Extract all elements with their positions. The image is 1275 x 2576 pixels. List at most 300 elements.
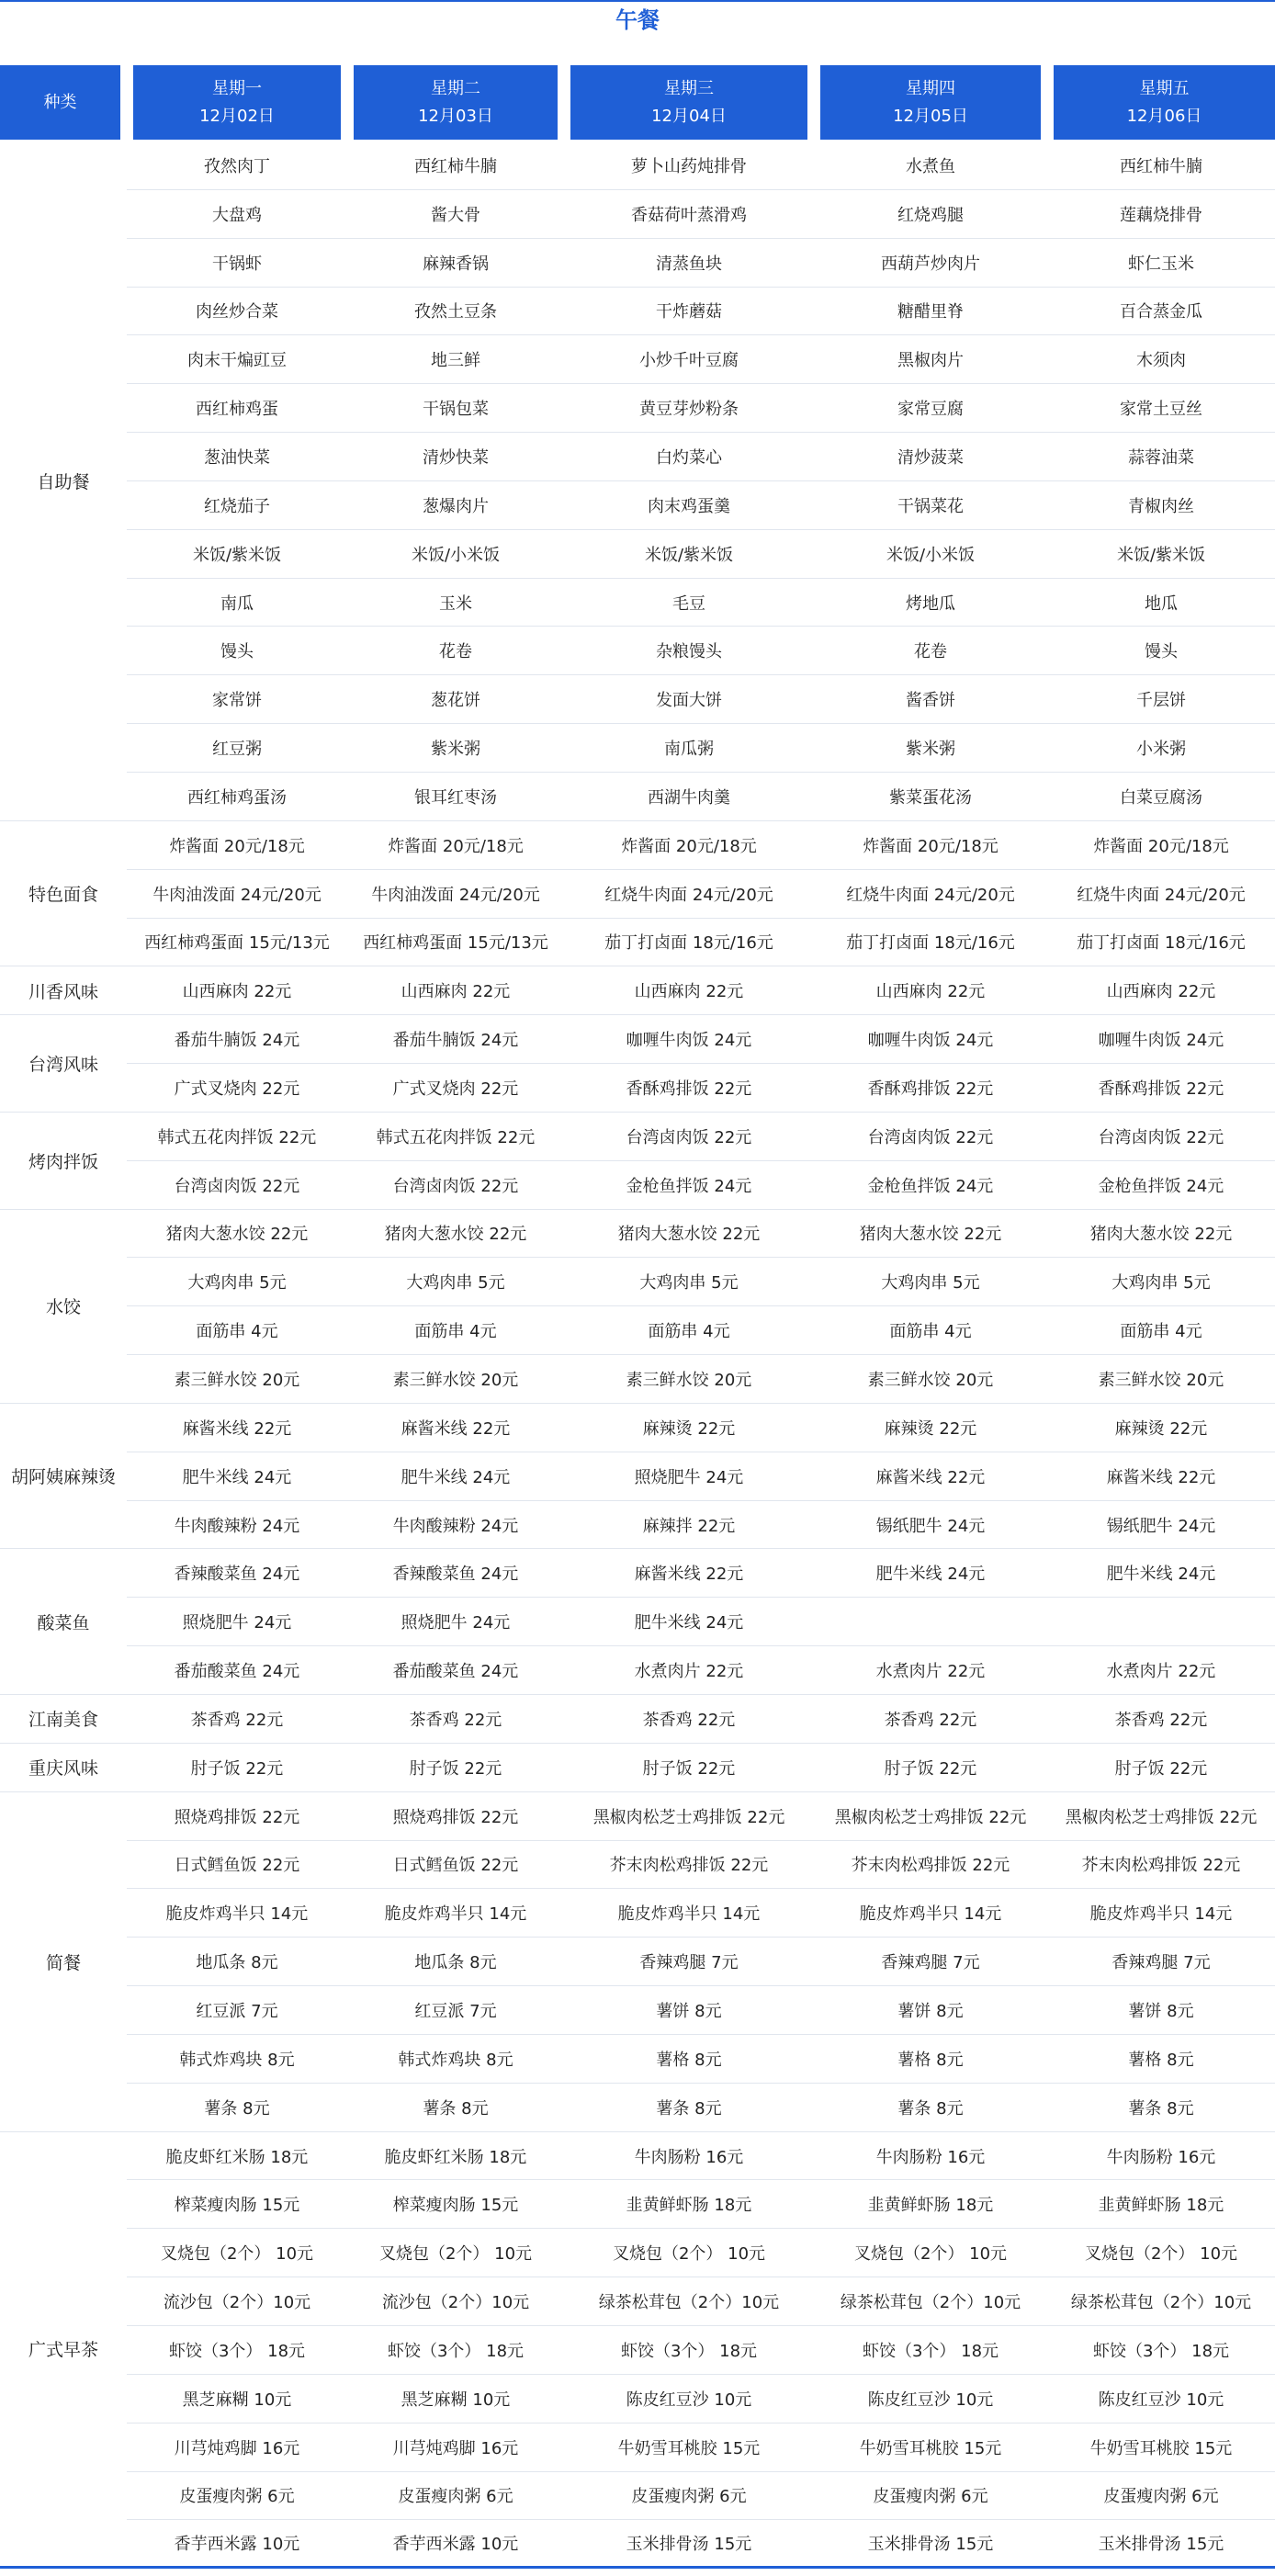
dish-cell: 糖醋里脊 xyxy=(814,288,1047,336)
dish-cell: 素三鲜水饺 20元 xyxy=(564,1355,814,1404)
dish-cell: 陈皮红豆沙 10元 xyxy=(1047,2375,1275,2423)
dish-cell: 薯格 8元 xyxy=(814,2035,1047,2084)
dish-cell: 葱油快菜 xyxy=(127,433,347,481)
dish-cell: 韩式五花肉拌饭 22元 xyxy=(347,1113,564,1161)
dish-cell: 干炸蘑菇 xyxy=(564,288,814,336)
dish-cell: 猪肉大葱水饺 22元 xyxy=(1047,1210,1275,1259)
dish-cell: 素三鲜水饺 20元 xyxy=(1047,1355,1275,1404)
menu-row xyxy=(0,239,1275,288)
dish-cell: 皮蛋瘦肉粥 6元 xyxy=(1047,2472,1275,2521)
dish-cell: 脆皮炸鸡半只 14元 xyxy=(1047,1889,1275,1938)
dish-cell: 牛肉油泼面 24元/20元 xyxy=(127,870,347,919)
dish-cell: 山西麻肉 22元 xyxy=(814,966,1047,1015)
dish-cell: 香辣酸菜鱼 24元 xyxy=(347,1549,564,1598)
menu-row xyxy=(0,1549,1275,1598)
dish-cell: 酱大骨 xyxy=(347,190,564,239)
dish-cell: 黑芝麻糊 10元 xyxy=(127,2375,347,2423)
dish-cell: 地瓜 xyxy=(1047,579,1275,627)
dish-cell: 薯条 8元 xyxy=(564,2084,814,2132)
day-weekday: 星期二 xyxy=(431,78,480,98)
dish-cell: 红烧牛肉面 24元/20元 xyxy=(814,870,1047,919)
dish-cell: 百合蒸金瓜 xyxy=(1047,288,1275,336)
dish-cell: 红烧茄子 xyxy=(127,481,347,530)
dish-cell: 麻酱米线 22元 xyxy=(814,1452,1047,1501)
dish-cell: 紫米粥 xyxy=(814,724,1047,773)
dish-cell: 烤地瓜 xyxy=(814,579,1047,627)
dish-cell: 黑椒肉松芝士鸡排饭 22元 xyxy=(814,1792,1047,1841)
dish-cell: 虾饺（3个） 18元 xyxy=(564,2326,814,2375)
dish-cell: 水煮肉片 22元 xyxy=(564,1646,814,1695)
dish-cell: 山西麻肉 22元 xyxy=(347,966,564,1015)
dish-cell: 红烧鸡腿 xyxy=(814,190,1047,239)
dish-cell: 番茄牛腩饭 24元 xyxy=(347,1015,564,1064)
day-date: 12月02日 xyxy=(199,106,275,126)
dish-cell xyxy=(814,1598,1047,1646)
dish-cell: 咖喱牛肉饭 24元 xyxy=(564,1015,814,1064)
dish-cell: 虾饺（3个） 18元 xyxy=(127,2326,347,2375)
dish-cell: 地瓜条 8元 xyxy=(127,1938,347,1986)
dish-cell: 茄丁打卤面 18元/16元 xyxy=(564,919,814,967)
dish-cell: 咖喱牛肉饭 24元 xyxy=(1047,1015,1275,1064)
menu-row xyxy=(0,481,1275,530)
dish-cell: 韩式五花肉拌饭 22元 xyxy=(127,1113,347,1161)
dish-cell: 家常豆腐 xyxy=(814,384,1047,433)
dish-cell: 肘子饭 22元 xyxy=(814,1744,1047,1792)
dish-cell: 照烧肥牛 24元 xyxy=(564,1452,814,1501)
dish-cell: 西红柿牛腩 xyxy=(347,141,564,190)
dish-cell: 炸酱面 20元/18元 xyxy=(814,821,1047,870)
menu-row xyxy=(0,1695,1275,1744)
dish-cell: 紫菜蛋花汤 xyxy=(814,773,1047,821)
dish-cell: 炸酱面 20元/18元 xyxy=(564,821,814,870)
dish-cell: 台湾卤肉饭 22元 xyxy=(347,1161,564,1210)
dish-cell: 牛奶雪耳桃胶 15元 xyxy=(1047,2423,1275,2472)
dish-cell: 流沙包（2个）10元 xyxy=(347,2277,564,2326)
dish-cell: 韩式炸鸡块 8元 xyxy=(127,2035,347,2084)
dish-cell: 牛奶雪耳桃胶 15元 xyxy=(814,2423,1047,2472)
menu-row xyxy=(0,2132,1275,2181)
category-header-label: 种类 xyxy=(43,92,77,112)
dish-cell: 米饭/紫米饭 xyxy=(564,530,814,579)
dish-cell: 叉烧包（2个） 10元 xyxy=(564,2229,814,2277)
dish-cell: 川芎炖鸡脚 16元 xyxy=(127,2423,347,2472)
menu-row xyxy=(0,2472,1275,2521)
day-date: 12月04日 xyxy=(651,106,727,126)
dish-cell: 孜然土豆条 xyxy=(347,288,564,336)
menu-row xyxy=(0,1938,1275,1986)
menu-row xyxy=(0,1889,1275,1938)
dish-cell: 葱爆肉片 xyxy=(347,481,564,530)
dish-cell: 茶香鸡 22元 xyxy=(814,1695,1047,1744)
dish-cell: 榨菜瘦肉肠 15元 xyxy=(127,2180,347,2229)
dish-cell: 脆皮炸鸡半只 14元 xyxy=(347,1889,564,1938)
dish-cell: 面筋串 4元 xyxy=(1047,1306,1275,1355)
dish-cell: 红烧牛肉面 24元/20元 xyxy=(564,870,814,919)
dish-cell: 咖喱牛肉饭 24元 xyxy=(814,1015,1047,1064)
dish-cell: 照烧鸡排饭 22元 xyxy=(347,1792,564,1841)
dish-cell: 炸酱面 20元/18元 xyxy=(1047,821,1275,870)
dish-cell: 清炒快菜 xyxy=(347,433,564,481)
menu-row xyxy=(0,724,1275,773)
dish-cell: 米饭/小米饭 xyxy=(814,530,1047,579)
dish-cell: 麻辣香锅 xyxy=(347,239,564,288)
dish-cell: 干锅菜花 xyxy=(814,481,1047,530)
dish-cell: 家常土豆丝 xyxy=(1047,384,1275,433)
dish-cell: 肘子饭 22元 xyxy=(347,1744,564,1792)
menu-row xyxy=(0,1986,1275,2035)
dish-cell: 酱香饼 xyxy=(814,675,1047,724)
menu-row xyxy=(0,141,1275,190)
menu-row xyxy=(0,1841,1275,1890)
dish-cell: 千层饼 xyxy=(1047,675,1275,724)
dish-cell: 台湾卤肉饭 22元 xyxy=(564,1113,814,1161)
day-weekday: 星期一 xyxy=(212,78,262,98)
dish-cell: 薯条 8元 xyxy=(347,2084,564,2132)
dish-cell: 麻辣拌 22元 xyxy=(564,1501,814,1550)
day-date: 12月03日 xyxy=(418,106,493,126)
dish-cell: 肥牛米线 24元 xyxy=(814,1549,1047,1598)
menu-row xyxy=(0,1161,1275,1210)
dish-cell: 牛肉酸辣粉 24元 xyxy=(347,1501,564,1550)
dish-cell: 南瓜 xyxy=(127,579,347,627)
dish-cell: 玉米排骨汤 15元 xyxy=(1047,2520,1275,2569)
dish-cell: 猪肉大葱水饺 22元 xyxy=(127,1210,347,1259)
menu-row xyxy=(0,919,1275,967)
dish-cell: 毛豆 xyxy=(564,579,814,627)
dish-cell: 照烧肥牛 24元 xyxy=(127,1598,347,1646)
dish-cell: 西红柿鸡蛋面 15元/13元 xyxy=(127,919,347,967)
dish-cell: 木须肉 xyxy=(1047,335,1275,384)
category-cell: 烤肉拌饭 xyxy=(0,1113,127,1210)
dish-cell: 家常饼 xyxy=(127,675,347,724)
dish-cell: 锡纸肥牛 24元 xyxy=(1047,1501,1275,1550)
dish-cell: 肉末鸡蛋羹 xyxy=(564,481,814,530)
dish-cell: 黑芝麻糊 10元 xyxy=(347,2375,564,2423)
dish-cell: 麻酱米线 22元 xyxy=(127,1404,347,1452)
dish-cell: 玉米排骨汤 15元 xyxy=(814,2520,1047,2569)
dish-cell: 韭黄鲜虾肠 18元 xyxy=(1047,2180,1275,2229)
dish-cell: 叉烧包（2个） 10元 xyxy=(127,2229,347,2277)
day-date: 12月05日 xyxy=(893,106,968,126)
dish-cell: 麻酱米线 22元 xyxy=(564,1549,814,1598)
dish-cell: 香辣鸡腿 7元 xyxy=(564,1938,814,1986)
header-day-2 xyxy=(347,63,564,141)
category-cell: 酸菜鱼 xyxy=(0,1549,127,1695)
dish-cell: 茄丁打卤面 18元/16元 xyxy=(814,919,1047,967)
menu-row xyxy=(0,1113,1275,1161)
dish-cell: 干锅虾 xyxy=(127,239,347,288)
dish-cell: 肘子饭 22元 xyxy=(564,1744,814,1792)
menu-row xyxy=(0,384,1275,433)
dish-cell: 叉烧包（2个） 10元 xyxy=(814,2229,1047,2277)
menu-row xyxy=(0,1501,1275,1550)
dish-cell: 黄豆芽炒粉条 xyxy=(564,384,814,433)
dish-cell: 薯饼 8元 xyxy=(814,1986,1047,2035)
category-cell: 特色面食 xyxy=(0,821,127,967)
category-cell: 台湾风味 xyxy=(0,1015,127,1113)
dish-cell: 皮蛋瘦肉粥 6元 xyxy=(564,2472,814,2521)
header-day-4 xyxy=(814,63,1047,141)
menu-row xyxy=(0,966,1275,1015)
dish-cell: 红豆派 7元 xyxy=(347,1986,564,2035)
dish-cell: 红豆派 7元 xyxy=(127,1986,347,2035)
dish-cell: 广式叉烧肉 22元 xyxy=(347,1064,564,1113)
menu-row xyxy=(0,2520,1275,2569)
dish-cell: 炸酱面 20元/18元 xyxy=(347,821,564,870)
dish-cell: 薯条 8元 xyxy=(127,2084,347,2132)
dish-cell: 锡纸肥牛 24元 xyxy=(814,1501,1047,1550)
dish-cell: 发面大饼 xyxy=(564,675,814,724)
dish-cell xyxy=(1047,1598,1275,1646)
dish-cell: 西湖牛肉羹 xyxy=(564,773,814,821)
dish-cell: 大盘鸡 xyxy=(127,190,347,239)
dish-cell: 叉烧包（2个） 10元 xyxy=(347,2229,564,2277)
dish-cell: 金枪鱼拌饭 24元 xyxy=(814,1161,1047,1210)
category-cell: 重庆风味 xyxy=(0,1744,127,1792)
dish-cell: 照烧鸡排饭 22元 xyxy=(127,1792,347,1841)
dish-cell: 台湾卤肉饭 22元 xyxy=(814,1113,1047,1161)
dish-cell: 西红柿鸡蛋汤 xyxy=(127,773,347,821)
dish-cell: 绿茶松茸包（2个）10元 xyxy=(564,2277,814,2326)
dish-cell: 韭黄鲜虾肠 18元 xyxy=(814,2180,1047,2229)
dish-cell: 牛奶雪耳桃胶 15元 xyxy=(564,2423,814,2472)
header-category xyxy=(0,63,127,141)
dish-cell: 肉丝炒合菜 xyxy=(127,288,347,336)
dish-cell: 榨菜瘦肉肠 15元 xyxy=(347,2180,564,2229)
dish-cell: 黑椒肉松芝士鸡排饭 22元 xyxy=(1047,1792,1275,1841)
menu-row xyxy=(0,433,1275,481)
dish-cell: 米饭/紫米饭 xyxy=(1047,530,1275,579)
menu-row xyxy=(0,2229,1275,2277)
dish-cell: 脆皮炸鸡半只 14元 xyxy=(814,1889,1047,1938)
menu-row xyxy=(0,870,1275,919)
dish-cell: 南瓜粥 xyxy=(564,724,814,773)
dish-cell: 水煮肉片 22元 xyxy=(1047,1646,1275,1695)
dish-cell: 皮蛋瘦肉粥 6元 xyxy=(127,2472,347,2521)
dish-cell: 西葫芦炒肉片 xyxy=(814,239,1047,288)
dish-cell: 大鸡肉串 5元 xyxy=(814,1258,1047,1306)
category-cell: 简餐 xyxy=(0,1792,127,2132)
dish-cell: 大鸡肉串 5元 xyxy=(1047,1258,1275,1306)
dish-cell: 韩式炸鸡块 8元 xyxy=(347,2035,564,2084)
dish-cell: 香菇荷叶蒸滑鸡 xyxy=(564,190,814,239)
dish-cell: 猪肉大葱水饺 22元 xyxy=(564,1210,814,1259)
dish-cell: 叉烧包（2个） 10元 xyxy=(1047,2229,1275,2277)
dish-cell: 黑椒肉松芝士鸡排饭 22元 xyxy=(564,1792,814,1841)
dish-cell: 山西麻肉 22元 xyxy=(127,966,347,1015)
dish-cell: 玉米 xyxy=(347,579,564,627)
dish-cell: 麻辣烫 22元 xyxy=(814,1404,1047,1452)
dish-cell: 脆皮虾红米肠 18元 xyxy=(347,2132,564,2181)
menu-row xyxy=(0,2084,1275,2132)
dish-cell: 茶香鸡 22元 xyxy=(347,1695,564,1744)
dish-cell: 大鸡肉串 5元 xyxy=(564,1258,814,1306)
dish-cell: 脆皮虾红米肠 18元 xyxy=(127,2132,347,2181)
dish-cell: 蒜蓉油菜 xyxy=(1047,433,1275,481)
category-cell: 江南美食 xyxy=(0,1695,127,1744)
dish-cell: 薯条 8元 xyxy=(814,2084,1047,2132)
dish-cell: 金枪鱼拌饭 24元 xyxy=(564,1161,814,1210)
dish-cell: 面筋串 4元 xyxy=(127,1306,347,1355)
category-cell: 川香风味 xyxy=(0,966,127,1015)
dish-cell: 番茄牛腩饭 24元 xyxy=(127,1015,347,1064)
dish-cell: 黑椒肉片 xyxy=(814,335,1047,384)
dish-cell: 肉末干煸豇豆 xyxy=(127,335,347,384)
dish-cell: 虾饺（3个） 18元 xyxy=(814,2326,1047,2375)
dish-cell: 杂粮馒头 xyxy=(564,627,814,675)
dish-cell: 茶香鸡 22元 xyxy=(1047,1695,1275,1744)
header-day-5 xyxy=(1047,63,1275,141)
menu-row xyxy=(0,1210,1275,1259)
category-cell: 胡阿姨麻辣烫 xyxy=(0,1404,127,1550)
dish-cell: 面筋串 4元 xyxy=(814,1306,1047,1355)
menu-row xyxy=(0,1015,1275,1064)
dish-cell: 茄丁打卤面 18元/16元 xyxy=(1047,919,1275,967)
dish-cell: 炸酱面 20元/18元 xyxy=(127,821,347,870)
dish-cell: 大鸡肉串 5元 xyxy=(127,1258,347,1306)
dish-cell: 芥末肉松鸡排饭 22元 xyxy=(564,1841,814,1890)
dish-cell: 红豆粥 xyxy=(127,724,347,773)
dish-cell: 米饭/小米饭 xyxy=(347,530,564,579)
dish-cell: 麻辣烫 22元 xyxy=(1047,1404,1275,1452)
dish-cell: 猪肉大葱水饺 22元 xyxy=(814,1210,1047,1259)
header-row xyxy=(0,63,1275,141)
dish-cell: 西红柿牛腩 xyxy=(1047,141,1275,190)
dish-cell: 肘子饭 22元 xyxy=(127,1744,347,1792)
dish-cell: 麻辣烫 22元 xyxy=(564,1404,814,1452)
menu-row xyxy=(0,1064,1275,1113)
dish-cell: 韭黄鲜虾肠 18元 xyxy=(564,2180,814,2229)
dish-cell: 皮蛋瘦肉粥 6元 xyxy=(347,2472,564,2521)
dish-cell: 素三鲜水饺 20元 xyxy=(814,1355,1047,1404)
dish-cell: 台湾卤肉饭 22元 xyxy=(127,1161,347,1210)
dish-cell: 麻酱米线 22元 xyxy=(347,1404,564,1452)
menu-row xyxy=(0,1258,1275,1306)
dish-cell: 清蒸鱼块 xyxy=(564,239,814,288)
dish-cell: 肥牛米线 24元 xyxy=(127,1452,347,1501)
dish-cell: 金枪鱼拌饭 24元 xyxy=(1047,1161,1275,1210)
dish-cell: 番茄酸菜鱼 24元 xyxy=(347,1646,564,1695)
dish-cell: 葱花饼 xyxy=(347,675,564,724)
dish-cell: 脆皮炸鸡半只 14元 xyxy=(564,1889,814,1938)
dish-cell: 陈皮红豆沙 10元 xyxy=(814,2375,1047,2423)
dish-cell: 西红柿鸡蛋 xyxy=(127,384,347,433)
dish-cell: 薯格 8元 xyxy=(564,2035,814,2084)
dish-cell: 川芎炖鸡脚 16元 xyxy=(347,2423,564,2472)
dish-cell: 红烧牛肉面 24元/20元 xyxy=(1047,870,1275,919)
dish-cell: 香芋西米露 10元 xyxy=(347,2520,564,2569)
dish-cell: 山西麻肉 22元 xyxy=(564,966,814,1015)
dish-cell: 芥末肉松鸡排饭 22元 xyxy=(814,1841,1047,1890)
dish-cell: 玉米排骨汤 15元 xyxy=(564,2520,814,2569)
menu-row xyxy=(0,1452,1275,1501)
dish-cell: 香辣鸡腿 7元 xyxy=(1047,1938,1275,1986)
dish-cell: 香辣鸡腿 7元 xyxy=(814,1938,1047,1986)
dish-cell: 西红柿鸡蛋面 15元/13元 xyxy=(347,919,564,967)
menu-row xyxy=(0,579,1275,627)
dish-cell: 牛肉肠粉 16元 xyxy=(814,2132,1047,2181)
dish-cell: 照烧肥牛 24元 xyxy=(347,1598,564,1646)
menu-body xyxy=(0,141,1275,2569)
dish-cell: 皮蛋瘦肉粥 6元 xyxy=(814,2472,1047,2521)
menu-row xyxy=(0,530,1275,579)
dish-cell: 香辣酸菜鱼 24元 xyxy=(127,1549,347,1598)
menu-row xyxy=(0,1744,1275,1792)
dish-cell: 番茄酸菜鱼 24元 xyxy=(127,1646,347,1695)
dish-cell: 流沙包（2个）10元 xyxy=(127,2277,347,2326)
dish-cell: 香酥鸡排饭 22元 xyxy=(564,1064,814,1113)
day-weekday: 星期五 xyxy=(1139,78,1190,98)
dish-cell: 茶香鸡 22元 xyxy=(564,1695,814,1744)
dish-cell: 猪肉大葱水饺 22元 xyxy=(347,1210,564,1259)
menu-row xyxy=(0,190,1275,239)
menu-row xyxy=(0,2180,1275,2229)
dish-cell: 水煮肉片 22元 xyxy=(814,1646,1047,1695)
dish-cell: 茶香鸡 22元 xyxy=(127,1695,347,1744)
dish-cell: 清炒菠菜 xyxy=(814,433,1047,481)
dish-cell: 青椒肉丝 xyxy=(1047,481,1275,530)
dish-cell: 白灼菜心 xyxy=(564,433,814,481)
header-day-3 xyxy=(564,63,814,141)
dish-cell: 日式鳕鱼饭 22元 xyxy=(127,1841,347,1890)
dish-cell: 紫米粥 xyxy=(347,724,564,773)
dish-cell: 肘子饭 22元 xyxy=(1047,1744,1275,1792)
menu-row xyxy=(0,1792,1275,1841)
menu-row xyxy=(0,335,1275,384)
dish-cell: 牛肉肠粉 16元 xyxy=(1047,2132,1275,2181)
dish-cell: 面筋串 4元 xyxy=(564,1306,814,1355)
day-date: 12月06日 xyxy=(1126,106,1202,126)
dish-cell: 孜然肉丁 xyxy=(127,141,347,190)
menu-row xyxy=(0,675,1275,724)
menu-row xyxy=(0,1598,1275,1646)
menu-row xyxy=(0,2277,1275,2326)
dish-cell: 香酥鸡排饭 22元 xyxy=(814,1064,1047,1113)
dish-cell: 广式叉烧肉 22元 xyxy=(127,1064,347,1113)
dish-cell: 花卷 xyxy=(347,627,564,675)
dish-cell: 牛肉油泼面 24元/20元 xyxy=(347,870,564,919)
dish-cell: 台湾卤肉饭 22元 xyxy=(1047,1113,1275,1161)
menu-row xyxy=(0,288,1275,336)
menu-row xyxy=(0,2423,1275,2472)
dish-cell: 山西麻肉 22元 xyxy=(1047,966,1275,1015)
dish-cell: 牛肉肠粉 16元 xyxy=(564,2132,814,2181)
dish-cell: 花卷 xyxy=(814,627,1047,675)
dish-cell: 肥牛米线 24元 xyxy=(347,1452,564,1501)
category-cell: 广式早茶 xyxy=(0,2132,127,2570)
dish-cell: 薯饼 8元 xyxy=(564,1986,814,2035)
day-weekday: 星期三 xyxy=(664,78,714,98)
dish-cell: 薯条 8元 xyxy=(1047,2084,1275,2132)
dish-cell: 脆皮炸鸡半只 14元 xyxy=(127,1889,347,1938)
header-day-1 xyxy=(127,63,347,141)
dish-cell: 虾饺（3个） 18元 xyxy=(1047,2326,1275,2375)
menu-row xyxy=(0,1355,1275,1404)
dish-cell: 小米粥 xyxy=(1047,724,1275,773)
dish-cell: 绿茶松茸包（2个）10元 xyxy=(814,2277,1047,2326)
menu-row xyxy=(0,1646,1275,1695)
dish-cell: 地三鲜 xyxy=(347,335,564,384)
dish-cell: 肥牛米线 24元 xyxy=(564,1598,814,1646)
dish-cell: 芥末肉松鸡排饭 22元 xyxy=(1047,1841,1275,1890)
dish-cell: 萝卜山药炖排骨 xyxy=(564,141,814,190)
menu-row xyxy=(0,1306,1275,1355)
dish-cell: 日式鳕鱼饭 22元 xyxy=(347,1841,564,1890)
menu-row xyxy=(0,2035,1275,2084)
menu-row xyxy=(0,2326,1275,2375)
page-title: 午餐 xyxy=(615,7,660,33)
menu-row xyxy=(0,1404,1275,1452)
